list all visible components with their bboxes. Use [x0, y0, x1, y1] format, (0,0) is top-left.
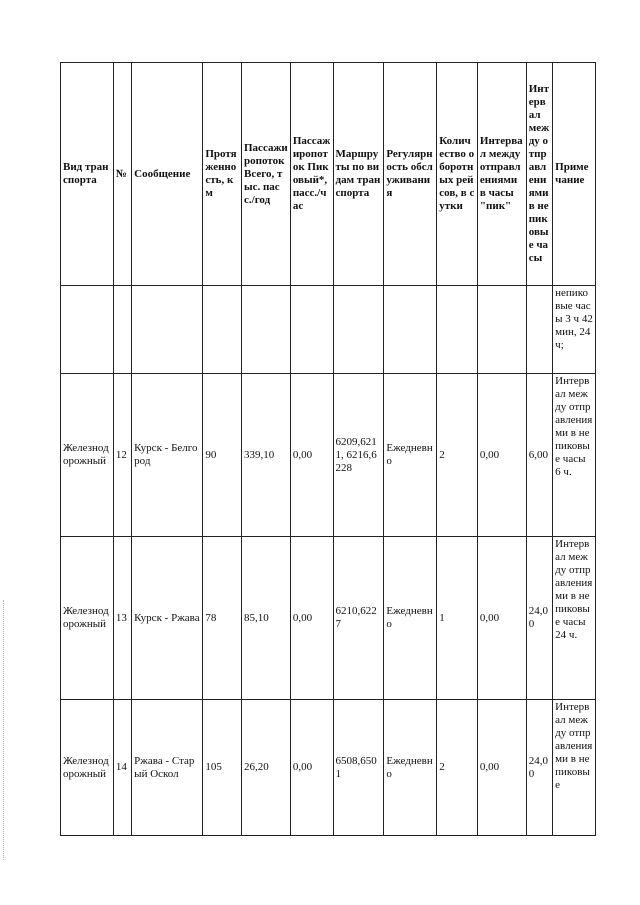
header-note: Примечание	[553, 63, 596, 286]
cell-length: 90	[203, 374, 242, 537]
cell-offpeak-interval: 24,00	[526, 700, 552, 836]
cell-routes: 6209,6211, 6216,6228	[333, 374, 384, 537]
header-regularity: Регулярность обслуживания	[384, 63, 437, 286]
cell-passenger-flow-total: 85,10	[242, 537, 291, 700]
cell-transport-type: Железнодорожный	[61, 374, 114, 537]
table-row	[61, 700, 596, 836]
cell-regularity: Ежедневно	[384, 537, 437, 700]
cell-number: 13	[113, 537, 131, 700]
cell-offpeak-interval: 6,00	[526, 374, 552, 537]
route-table	[60, 62, 596, 836]
cell-peak-interval: 0,00	[477, 700, 526, 836]
cell-offpeak-interval: 24,00	[526, 537, 552, 700]
cell-transport-type: Железнодорожный	[61, 537, 114, 700]
cell-connection: Курск - Ржава	[132, 537, 203, 700]
header-connection: Сообщение	[132, 63, 203, 286]
table-row	[61, 374, 596, 537]
cell-routes: 6210,6227	[333, 537, 384, 700]
cell-number: 14	[113, 700, 131, 836]
cell-length: 78	[203, 537, 242, 700]
cell-connection: Курск - Белгород	[132, 374, 203, 537]
scan-edge-line	[3, 600, 5, 860]
header-trips-count: Количество оборотных рейсов, в сутки	[437, 63, 478, 286]
cell-trips-count	[437, 286, 478, 374]
cell-regularity	[384, 286, 437, 374]
cell-transport-type: Железнодорожный	[61, 700, 114, 836]
cell-note: Интервал между отправлениями в непиковые	[553, 700, 596, 836]
cell-routes	[333, 286, 384, 374]
cell-connection	[132, 286, 203, 374]
cell-passenger-flow-peak: 0,00	[290, 700, 333, 836]
cell-passenger-flow-total: 339,10	[242, 374, 291, 537]
cell-number	[113, 286, 131, 374]
cell-passenger-flow-total	[242, 286, 291, 374]
cell-peak-interval: 0,00	[477, 537, 526, 700]
cell-number: 12	[113, 374, 131, 537]
cell-length: 105	[203, 700, 242, 836]
cell-regularity: Ежедневно	[384, 700, 437, 836]
cell-routes: 6508,6501	[333, 700, 384, 836]
header-offpeak-interval: Интервал между отправлениями в непиковые часы	[526, 63, 552, 286]
cell-passenger-flow-total: 26,20	[242, 700, 291, 836]
cell-length	[203, 286, 242, 374]
cell-peak-interval	[477, 286, 526, 374]
header-passenger-flow-peak: Пассажиропоток Пиковый*, пасс./час	[290, 63, 333, 286]
header-passenger-flow-total: Пассажиропоток Всего, тыс. пасс./год	[242, 63, 291, 286]
table-header-row	[61, 63, 596, 286]
cell-transport-type	[61, 286, 114, 374]
header-length: Протяженность, км	[203, 63, 242, 286]
table-row	[61, 286, 596, 374]
cell-connection: Ржава - Старый Оскол	[132, 700, 203, 836]
cell-note: Интервал между отправлениями в непиковые часы 6 ч.	[553, 374, 596, 537]
cell-note: Интервал между отправлениями в непиковые часы 24 ч.	[553, 537, 596, 700]
header-transport-type: Вид транспорта	[61, 63, 114, 286]
cell-passenger-flow-peak: 0,00	[290, 537, 333, 700]
cell-trips-count: 2	[437, 374, 478, 537]
header-peak-interval: Интервал между отправлениями в часы "пик"	[477, 63, 526, 286]
header-number: №	[113, 63, 131, 286]
cell-passenger-flow-peak: 0,00	[290, 374, 333, 537]
cell-trips-count: 1	[437, 537, 478, 700]
cell-offpeak-interval	[526, 286, 552, 374]
header-routes: Маршруты по видам транспорта	[333, 63, 384, 286]
cell-passenger-flow-peak	[290, 286, 333, 374]
cell-peak-interval: 0,00	[477, 374, 526, 537]
table-row	[61, 537, 596, 700]
cell-trips-count: 2	[437, 700, 478, 836]
cell-regularity: Ежедневно	[384, 374, 437, 537]
cell-note: непиковые часы 3 ч 42 мин, 24 ч;	[553, 286, 596, 374]
